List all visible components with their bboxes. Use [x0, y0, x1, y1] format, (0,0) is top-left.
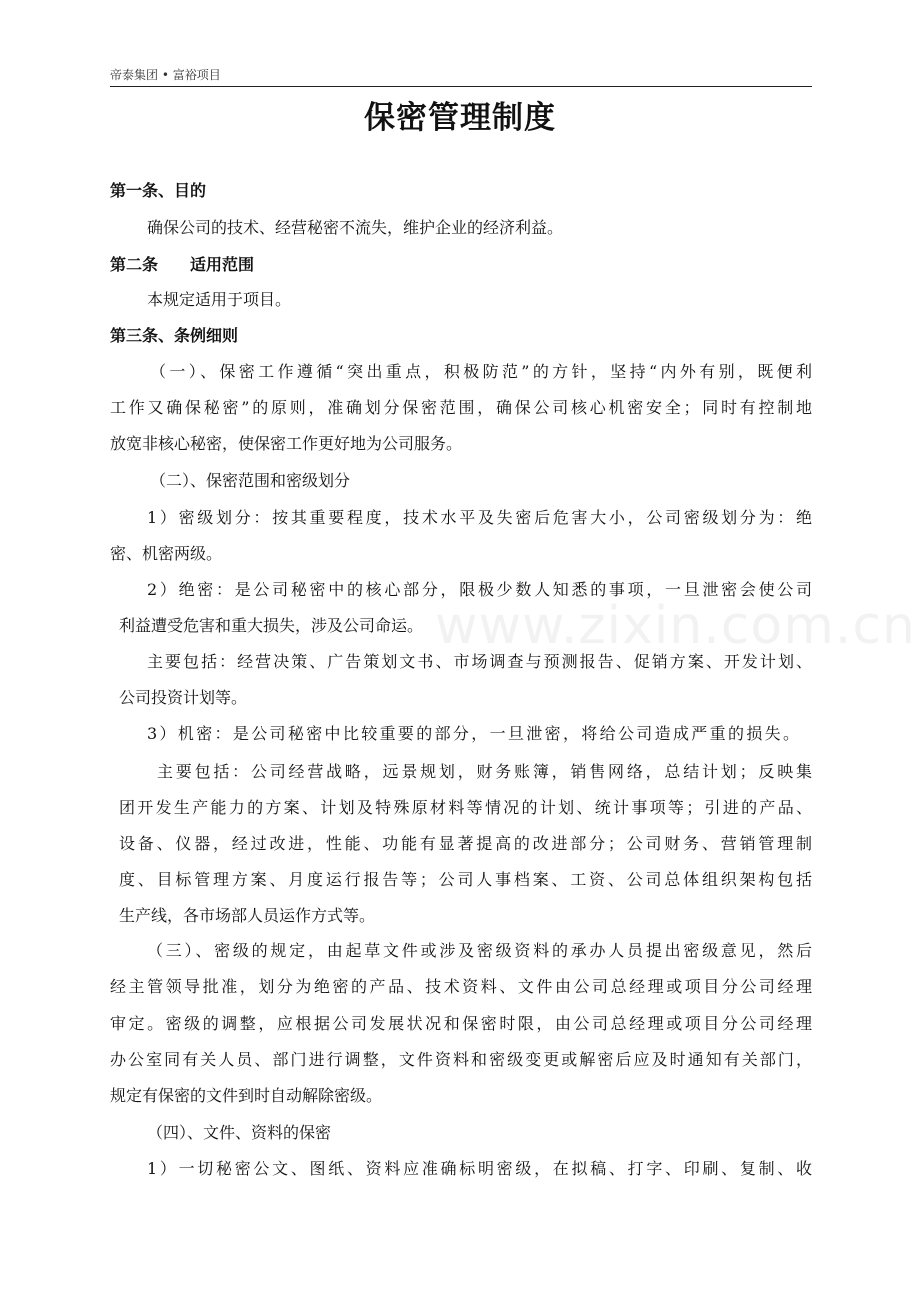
paragraph-line: 利益遭受危害和重大损失，涉及公司命运。 [119, 616, 424, 635]
paragraph-line: （一）、保密工作遵循“突出重点，积极防范”的方针，坚持“内外有别，既便利 [150, 362, 812, 381]
paragraph-line: 工作又确保秘密”的原则，准确划分保密范围，确保公司核心机密安全；同时有控制地 [110, 398, 812, 417]
paragraph-line: 审定。密级的调整，应根据公司发展状况和保密时限，由公司总经理或项目分公司经理 [110, 1014, 812, 1033]
paragraph-line: 密、机密两级。 [110, 544, 223, 563]
paragraph-line: 1）密级划分：按其重要程度，技术水平及失密后危害大小，公司密级划分为：绝 [147, 508, 812, 527]
paragraph-line: 放宽非核心秘密，使保密工作更好地为公司服务。 [110, 434, 463, 453]
paragraph-line: 设备、仪器，经过改进，性能、功能有显著提高的改进部分；公司财务、营销管理制 [119, 834, 812, 853]
section-heading-purpose: 第一条、目的 [110, 181, 207, 200]
section-heading-scope: 第二条 适用范围 [110, 255, 255, 274]
paragraph-line: 3）机密：是公司秘密中比较重要的部分，一旦泄密，将给公司造成严重的损失。 [147, 724, 799, 743]
paragraph-line: 规定有保密的文件到时自动解除密级。 [110, 1086, 383, 1105]
header-text: 帝泰集团 • 富裕项目 [110, 68, 221, 82]
paragraph-line: 度、目标管理方案、月度运行报告等；公司人事档案、工资、公司总体组织架构包括 [119, 870, 812, 889]
paragraph-line: 主要包括：公司经营战略，远景规划，财务账簿，销售网络，总结计划；反映集 [157, 762, 812, 781]
paragraph-line: 主要包括：经营决策、广告策划文书、市场调查与预测报告、促销方案、开发计划、 [147, 652, 812, 671]
paragraph-line: 办公室同有关人员、部门进行调整，文件资料和密级变更或解密后应及时通知有关部门， [110, 1050, 812, 1069]
paragraph-line: 本规定适用于项目。 [147, 290, 292, 309]
paragraph-line: 1）一切秘密公文、图纸、资料应准确标明密级，在拟稿、打字、印刷、复制、收 [147, 1159, 812, 1178]
paragraph-line: （二）、保密范围和密级划分 [150, 471, 351, 490]
paragraph-line: 2）绝密：是公司秘密中的核心部分，限极少数人知悉的事项，一旦泄密会使公司 [147, 580, 812, 599]
paragraph-line: 公司投资计划等。 [119, 688, 248, 707]
paragraph-line: （三）、密级的规定，由起草文件或涉及密级资料的承办人员提出密级意见，然后 [147, 941, 812, 960]
paragraph-line: （四）、文件、资料的保密 [147, 1123, 332, 1142]
paragraph-line: 经主管领导批准，划分为绝密的产品、技术资料、文件由公司总经理或项目分公司经理 [110, 977, 812, 996]
document-title: 保密管理制度 [364, 100, 556, 136]
paragraph-line: 确保公司的技术、经营秘密不流失，维护企业的经济利益。 [147, 218, 564, 237]
paragraph-line: 生产线，各市场部人员运作方式等。 [119, 906, 376, 925]
paragraph-line: 团开发生产能力的方案、计划及特殊原材料等情况的计划、统计事项等；引进的产品、 [119, 798, 812, 817]
section-heading-rules: 第三条、条例细则 [110, 326, 239, 345]
watermark: www.zixin.com.cn [435, 596, 916, 656]
page-header [110, 64, 812, 87]
